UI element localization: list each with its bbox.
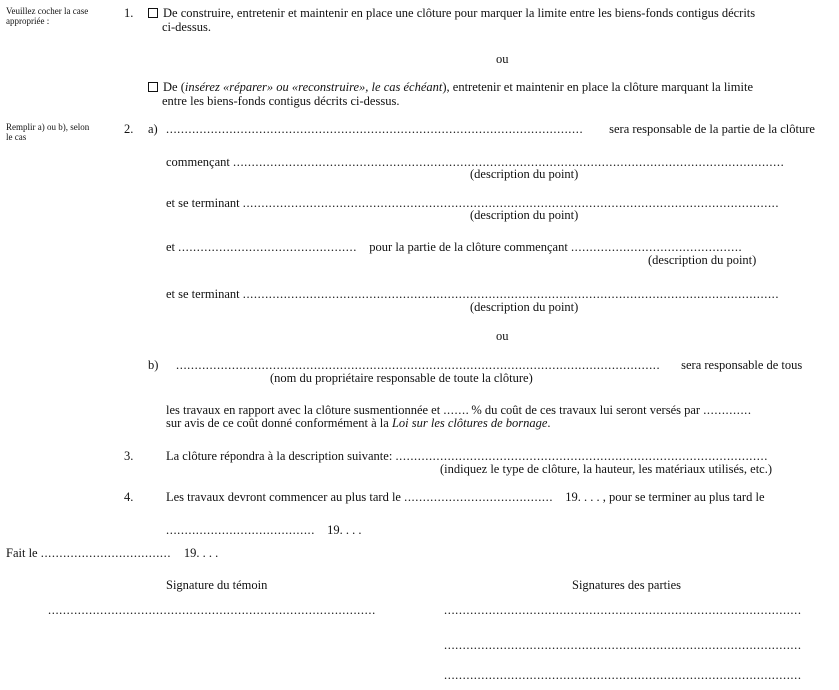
point-caption-4: (description du point) [470, 300, 579, 314]
witness-signature-title: Signature du témoin [166, 578, 268, 592]
commencing-label: commençant [166, 155, 230, 169]
option-1-checkbox[interactable] [148, 8, 158, 18]
item-4-line-1 [166, 490, 765, 504]
option-1-line-1 [148, 6, 755, 20]
witness-signature-field[interactable]: ........................................................................................ [48, 603, 376, 617]
party-signature-field-2[interactable]: ................................................................................................ [444, 638, 802, 652]
option-2-checkbox[interactable] [148, 82, 158, 92]
point-caption-3: (description du point) [648, 253, 757, 267]
second-owner-field[interactable]: ................................................ [178, 240, 357, 254]
parties-signatures-title: Signatures des parties [572, 578, 682, 592]
responsible-name-field[interactable]: ................................................................................................................ [166, 122, 584, 136]
item-2-number: 2. [124, 122, 134, 136]
item-3-text: La clôture répondra à la description suivante: [166, 449, 393, 463]
b-works-line-1 [166, 403, 755, 417]
a-responsible-text: sera responsable de la partie de la clôture [609, 122, 815, 136]
option-2-prefix: De ( [163, 80, 185, 94]
side-note-fill-ab: Remplir a) ou b), selon le cas [6, 122, 90, 142]
percent-field[interactable]: ....... [443, 403, 470, 417]
option-2-line-2: entre les biens-fonds contigus décrits ci-dessus. [162, 94, 400, 108]
item-4-line-2 [166, 523, 362, 537]
start-date-field[interactable]: ........................................ [404, 490, 554, 504]
fence-description-field[interactable]: .................................................................................................... [395, 449, 768, 463]
item-2b-label: b) [148, 358, 159, 372]
b-works-text-1: les travaux en rapport avec la clôture susmentionnée et [166, 403, 441, 417]
option-2-line-1 [148, 80, 753, 94]
payer-field[interactable]: ............. [703, 403, 752, 417]
b-owner-field[interactable]: .................................................................................................................................. [176, 358, 661, 372]
point-caption-2: (description du point) [470, 208, 579, 222]
b-percent-text: % du coût de ces travaux lui seront versés par [471, 403, 701, 417]
option-2-italic: insérez «réparer» ou «reconstruire», le cas échéant [184, 80, 443, 94]
b-owner-caption: (nom du propriétaire responsable de toute la clôture) [270, 371, 533, 385]
b-works-line-2 [166, 416, 551, 430]
ending-label-2: et se terminant [166, 287, 240, 301]
item-3-number: 3. [124, 449, 134, 463]
party-signature-field-3[interactable]: ................................................................................................ [444, 668, 802, 682]
done-at-year: 19. . . . [183, 546, 219, 560]
second-part-line [166, 240, 749, 254]
second-commencing-field[interactable]: .............................................. [570, 240, 743, 254]
item-3-caption: (indiquez le type de clôture, la hauteur, les matériaux utilisés, etc.) [440, 462, 773, 476]
side-note-check-box: Veuillez cocher la case appropriée : [6, 6, 89, 26]
ending-label-1: et se terminant [166, 196, 240, 210]
ending-line-2 [166, 287, 803, 301]
end-date-field[interactable]: ........................................ [166, 523, 315, 537]
item-4-year-1: 19. . . . , pour se terminer au plus tard le [565, 490, 765, 504]
party-signature-field-1[interactable]: ................................................................................................ [444, 603, 802, 617]
item-2a-line [166, 122, 815, 136]
item-2a-label: a) [148, 122, 158, 136]
option-1-line-2: ci-dessus. [162, 20, 211, 34]
done-at-label: Fait le [6, 546, 38, 560]
law-title: Loi sur les clôtures de bornage [391, 416, 548, 430]
item-4-year-2: 19. . . . [327, 523, 362, 537]
option-2-rest: ), entretenir et maintenir en place la clôture marquant la limite [442, 80, 753, 94]
point-caption-1: (description du point) [470, 167, 579, 181]
item-2b-line [176, 358, 802, 372]
done-at-line [6, 546, 218, 560]
and-label: et [166, 240, 176, 254]
item-4-number: 4. [124, 490, 134, 504]
b-works-text-2: sur avis de ce coût donné conformément à la [166, 416, 392, 430]
option-1-text: De construire, entretenir et maintenir en place une clôture pour marquer la limite entre les biens-fonds contigus décrits [163, 6, 756, 20]
ending-point-field-1[interactable]: ................................................................................................................................................ [242, 196, 780, 210]
item-4-text: Les travaux devront commencer au plus tard le [166, 490, 401, 504]
part-commencing-label: pour la partie de la clôture commençant [369, 240, 568, 254]
or-separator-1: ou [496, 52, 509, 66]
commencing-point-field[interactable]: .................................................................................................................................................... [233, 155, 785, 169]
done-at-field[interactable]: ................................... [40, 546, 172, 560]
b-responsible-text: sera responsable de tous [681, 358, 803, 372]
item-1-number: 1. [124, 6, 134, 20]
b-works-text-2-end: . [547, 416, 551, 430]
or-separator-2: ou [496, 329, 509, 343]
item-3-line [166, 449, 790, 463]
ending-point-field-2[interactable]: ................................................................................................................................................ [242, 287, 780, 301]
